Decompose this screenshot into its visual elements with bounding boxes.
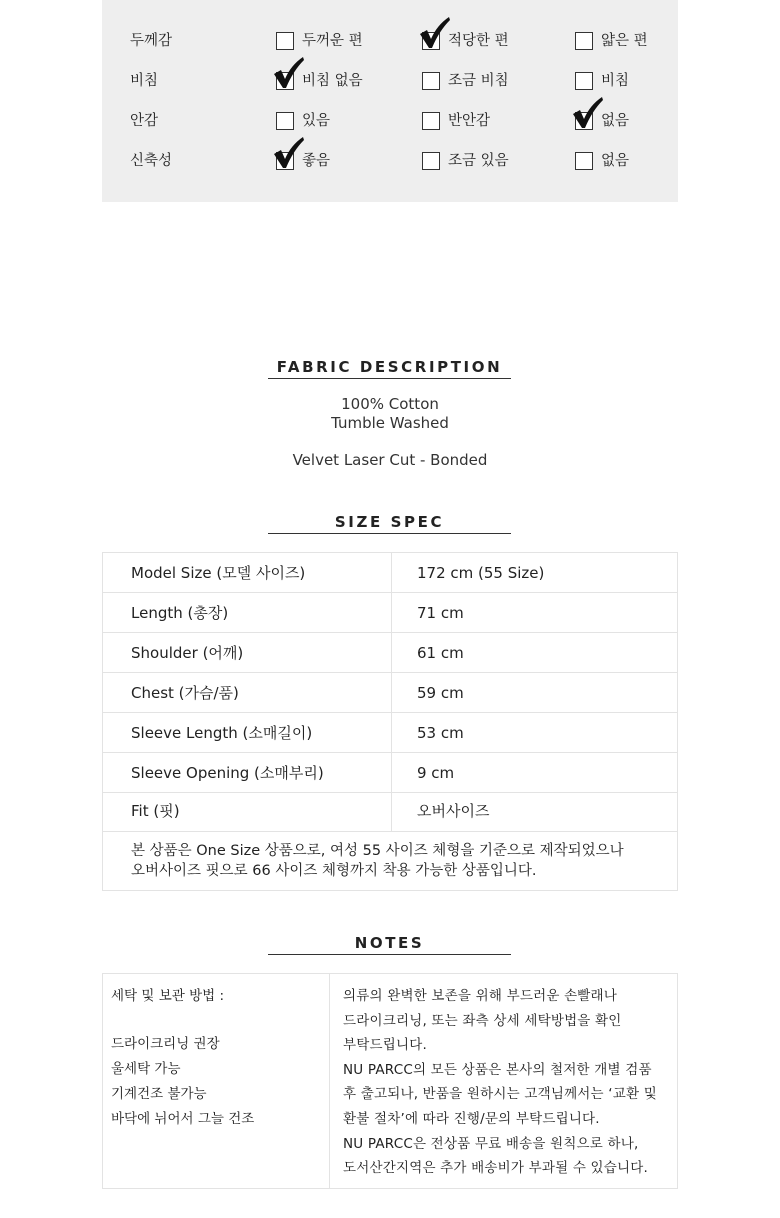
notes-line: 환불 절차’에 따라 진행/문의 부탁드립니다. xyxy=(343,1110,600,1127)
option-label: 비침 xyxy=(601,73,630,89)
notes-line: NU PARCC의 모든 상품은 본사의 철저한 개별 검품 xyxy=(343,1061,652,1078)
notes-line: 후 출고되나, 반품을 원하시는 고객님께서는 ‘교환 및 xyxy=(343,1086,657,1103)
size-spec-table xyxy=(102,552,678,891)
option-label: 조금 있음 xyxy=(448,153,509,169)
column-divider xyxy=(391,713,392,752)
size-note-line: 본 상품은 One Size 상품으로, 여성 55 사이즈 체형을 기준으로 제작되었으나 xyxy=(131,843,624,859)
spec-value: 오버사이즈 xyxy=(417,802,490,820)
option-label: 비침 없음 xyxy=(302,73,363,89)
column-divider xyxy=(391,593,392,632)
care-item: 드라이크리닝 권장 xyxy=(111,1036,220,1052)
attribute-row-thickness xyxy=(102,29,678,53)
checkbox[interactable] xyxy=(422,152,440,170)
option-label: 반안감 xyxy=(448,113,491,129)
attribute-label: 안감 xyxy=(130,113,159,129)
fabric-line: Tumble Washed xyxy=(331,414,449,432)
size-note xyxy=(103,832,677,890)
notes-table xyxy=(102,973,678,1189)
notes-line: 도서산간지역은 추가 배송비가 부과될 수 있습니다. xyxy=(343,1160,649,1177)
section-divider xyxy=(268,378,511,379)
attribute-label: 비침 xyxy=(130,73,159,89)
attribute-label: 신축성 xyxy=(130,153,173,169)
table-row xyxy=(103,793,677,832)
attribute-row-stretch xyxy=(102,149,678,173)
checkmark-icon xyxy=(272,135,306,169)
table-row xyxy=(103,553,677,593)
section-divider xyxy=(268,954,511,955)
spec-label: Length (총장) xyxy=(131,604,229,622)
notes-line: 의류의 완벽한 보존을 위해 부드러운 손빨래나 xyxy=(343,988,618,1004)
spec-label: Sleeve Opening (소매부리) xyxy=(131,764,324,782)
spec-value: 9 cm xyxy=(417,764,455,782)
spec-label: Model Size (모델 사이즈) xyxy=(131,564,306,582)
spec-label: Shoulder (어깨) xyxy=(131,644,244,662)
column-divider xyxy=(391,673,392,712)
spec-label: Sleeve Length (소매길이) xyxy=(131,724,313,742)
table-row xyxy=(103,673,677,713)
option-label: 적당한 편 xyxy=(448,33,509,49)
care-title: 세탁 및 보관 방법 : xyxy=(111,988,225,1004)
table-row xyxy=(103,593,677,633)
column-divider xyxy=(391,753,392,792)
column-divider xyxy=(391,793,392,831)
column-divider xyxy=(391,633,392,672)
checkmark-icon xyxy=(571,95,605,129)
fabric-description-title: FABRIC DESCRIPTION xyxy=(276,358,503,376)
spec-value: 59 cm xyxy=(417,684,464,702)
option-label: 조금 비침 xyxy=(448,73,509,89)
checkbox[interactable] xyxy=(575,32,593,50)
fabric-line: Velvet Laser Cut - Bonded xyxy=(292,451,488,469)
notes-line: 드라이크리닝, 또는 좌측 상세 세탁방법을 확인 xyxy=(343,1012,622,1029)
option-label: 없음 xyxy=(601,113,630,129)
attribute-label: 두께감 xyxy=(130,33,173,49)
table-row xyxy=(103,753,677,793)
notes-title: NOTES xyxy=(354,934,425,952)
size-note-line: 오버사이즈 핏으로 66 사이즈 체형까지 착용 가능한 상품입니다. xyxy=(131,863,537,879)
spec-value: 61 cm xyxy=(417,644,464,662)
checkbox[interactable] xyxy=(276,112,294,130)
section-divider xyxy=(268,533,511,534)
checkbox[interactable] xyxy=(575,152,593,170)
spec-label: Fit (핏) xyxy=(131,802,180,820)
fabric-attributes-panel xyxy=(102,0,678,202)
checkbox[interactable] xyxy=(276,32,294,50)
table-row xyxy=(103,633,677,673)
attribute-row-sheerness xyxy=(102,69,678,93)
notes-info xyxy=(343,984,667,1181)
care-instructions xyxy=(103,974,330,1188)
care-item: 기계건조 불가능 xyxy=(111,1086,207,1102)
table-row xyxy=(103,713,677,753)
notes-line: NU PARCC은 전상품 무료 배송을 원칙으로 하나, xyxy=(343,1135,639,1152)
option-label: 있음 xyxy=(302,113,331,129)
spec-label: Chest (가슴/품) xyxy=(131,684,239,702)
option-label: 없음 xyxy=(601,153,630,169)
fabric-line: 100% Cotton xyxy=(341,395,439,413)
option-label: 얇은 편 xyxy=(601,33,648,49)
checkbox[interactable] xyxy=(422,112,440,130)
size-spec-title: SIZE SPEC xyxy=(334,513,445,531)
spec-value: 53 cm xyxy=(417,724,464,742)
column-divider xyxy=(391,553,392,592)
attribute-row-lining xyxy=(102,109,678,133)
checkmark-icon xyxy=(272,55,306,89)
spec-value: 172 cm (55 Size) xyxy=(417,564,545,582)
notes-line: 부탁드립니다. xyxy=(343,1037,427,1054)
checkbox[interactable] xyxy=(575,72,593,90)
care-item: 바닥에 뉘어서 그늘 건조 xyxy=(111,1111,255,1127)
option-label: 두꺼운 편 xyxy=(302,33,363,49)
checkbox[interactable] xyxy=(422,72,440,90)
spec-value: 71 cm xyxy=(417,604,464,622)
checkmark-icon xyxy=(418,15,452,49)
option-label: 좋음 xyxy=(302,153,331,169)
care-item: 울세탁 가능 xyxy=(111,1061,181,1077)
